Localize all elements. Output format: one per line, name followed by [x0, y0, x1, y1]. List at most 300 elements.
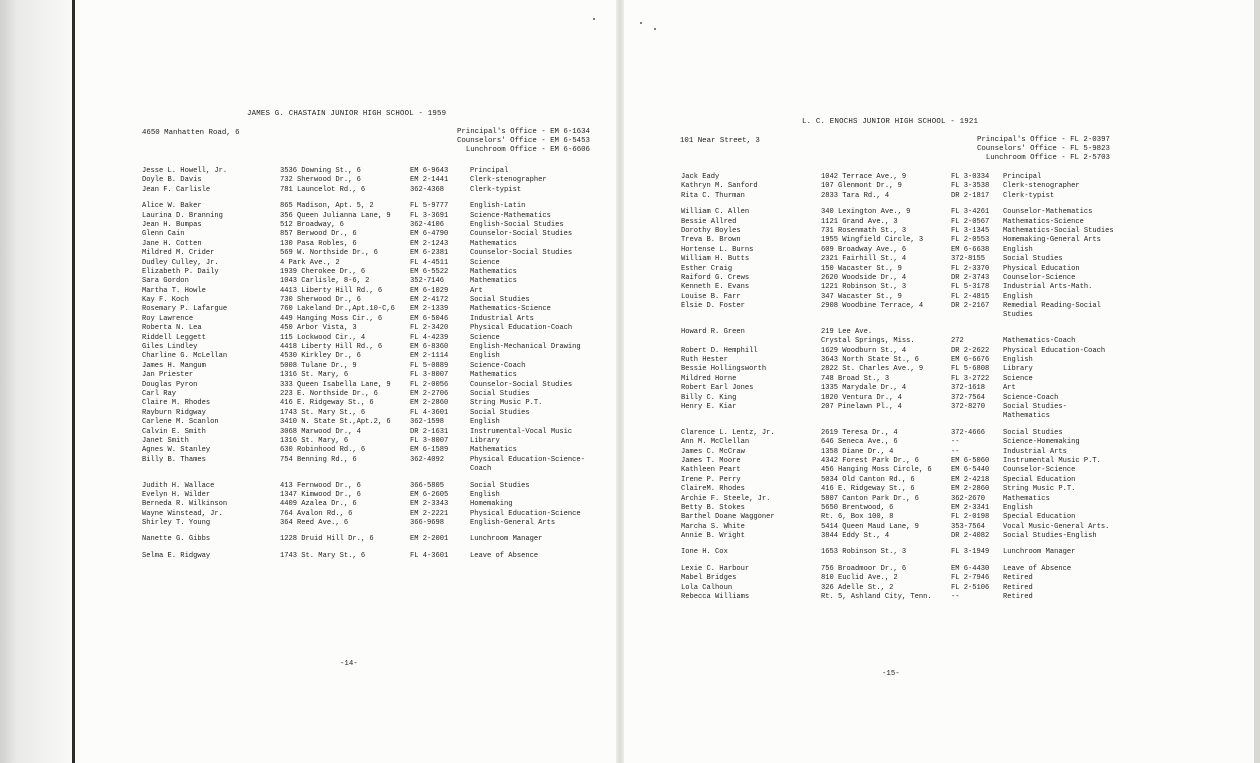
staff-phone: 352-7146 [410, 277, 445, 286]
staff-phone: FL 4-4239 [410, 333, 449, 342]
staff-assignment [470, 230, 586, 239]
staff-name: Robert Earl Jones [681, 384, 754, 393]
assignment-line: English [1003, 503, 1033, 512]
staff-address: 416 E. Ridgeway St., 6 [280, 399, 374, 408]
staff-address: 732 Sherwood Dr., 6 [280, 176, 361, 185]
staff-name: Jane H. Cotten [142, 239, 202, 248]
assignment-line: Clerk-typist [1003, 191, 1055, 200]
office-phone-line: Lunchroom Office - EM 6-6606 [465, 146, 590, 155]
staff-entry [142, 371, 612, 380]
staff-assignment [1003, 192, 1129, 201]
assignment-line: Art [470, 286, 483, 295]
staff-assignment [470, 324, 586, 333]
staff-assignment [1003, 365, 1129, 374]
staff-assignment [470, 362, 586, 371]
staff-entry [142, 315, 612, 324]
staff-address: 5807 Canton Park Dr., 6 [821, 494, 919, 503]
group-spacer [142, 475, 612, 482]
staff-assignment [470, 446, 586, 455]
assignment-line: Physical Education [1003, 264, 1080, 273]
staff-address: 326 Adelle St., 2 [821, 583, 894, 592]
staff-phone: EM 6-9643 [410, 167, 449, 175]
staff-phone: EM 2-2860 [410, 399, 449, 408]
staff-name: Roberta N. Lea [142, 324, 202, 333]
staff-phone: EM 6-6676 [951, 356, 990, 365]
staff-phone: FL 5-6808 [951, 365, 990, 374]
assignment-line: Leave of Absence [1003, 564, 1072, 573]
staff-name: Lola Calhoun [681, 583, 733, 592]
assignment-line: Instrumental-Vocal Music [470, 427, 573, 436]
staff-entry [142, 510, 612, 519]
staff-name: Sara Gordon [142, 277, 189, 286]
staff-address: 1743 St. Mary St., 6 [280, 408, 366, 417]
staff-address: 347 Wacaster St., 9 [821, 292, 902, 301]
staff-assignment [1003, 227, 1129, 236]
assignment-line: Mathematics [470, 371, 517, 380]
staff-name: Claire M. Rhodes [142, 399, 211, 408]
staff-assignment [1003, 593, 1129, 602]
staff-entry [681, 283, 1181, 292]
assignment-line: Counselor-Science [1003, 466, 1076, 475]
right-staff-directory [681, 173, 1181, 602]
staff-assignment [470, 491, 586, 500]
staff-address: 754 Benning Rd., 6 [280, 455, 357, 464]
staff-entry [142, 176, 612, 185]
staff-assignment [470, 240, 586, 249]
left-school-title: JAMES G. CHASTAIN JUNIOR HIGH SCHOOL - 1959 [247, 110, 447, 118]
staff-assignment [1003, 265, 1129, 274]
staff-address: 207 Pinelawn Pl., 4 [821, 403, 902, 411]
staff-assignment [1003, 173, 1129, 182]
staff-entry [681, 593, 1181, 602]
assignment-line: Remedial Reading-Social [1003, 302, 1101, 311]
assignment-line: Industrial Arts [470, 314, 534, 323]
staff-name: Mildred M. Crider [142, 249, 215, 258]
staff-name: Kay F. Koch [142, 296, 189, 305]
staff-name: Ann M. McClellan [681, 438, 750, 447]
staff-name: Doyle B. Davis [142, 176, 202, 185]
staff-address: 609 Broadway Ave., 6 [821, 245, 907, 254]
group-spacer [681, 422, 1181, 429]
staff-phone: EM 6-1029 [410, 286, 449, 295]
staff-assignment [470, 390, 586, 399]
staff-entry [142, 409, 612, 418]
assignment-line: Mathematics-Coach [1003, 337, 1076, 346]
staff-name: Martha T. Howle [142, 286, 206, 295]
staff-name: Esther Craig [681, 264, 733, 273]
staff-phone: EM 2-4218 [951, 475, 990, 484]
assignment-line: Mathematics-Science [470, 305, 551, 314]
staff-entry [142, 186, 612, 195]
assignment-line: English [470, 418, 500, 427]
staff-phone: FL 3-8007 [410, 371, 449, 380]
staff-entry [142, 240, 612, 249]
staff-entry [142, 428, 612, 437]
staff-assignment [470, 202, 586, 211]
staff-assignment [470, 535, 586, 544]
staff-entry [142, 362, 612, 371]
staff-name: Kathryn M. Sanford [681, 182, 758, 191]
staff-entry [142, 381, 612, 390]
staff-name: Jan Priester [142, 371, 194, 380]
staff-entry [681, 208, 1181, 217]
staff-assignment [470, 409, 586, 418]
staff-phone: EM 2-3343 [410, 500, 449, 509]
staff-phone: 366-5805 [410, 481, 445, 490]
staff-assignment [1003, 337, 1129, 346]
staff-address: 731 Rosenmath St., 3 [821, 226, 907, 235]
staff-address: 1347 Kimwood Dr., 6 [280, 490, 361, 499]
staff-entry [681, 246, 1181, 255]
staff-assignment [1003, 523, 1129, 532]
staff-address: 760 Lakeland Dr.,Apt.10-C,6 [280, 305, 395, 314]
staff-entry [681, 394, 1181, 403]
assignment-line: Art [1003, 384, 1016, 393]
staff-assignment [470, 186, 586, 195]
staff-phone: FL 3-3691 [410, 211, 449, 220]
staff-assignment [470, 456, 586, 475]
staff-phone: EM 2-2860 [951, 485, 990, 494]
staff-entry [142, 456, 612, 475]
assignment-line: English-Latin [470, 202, 526, 211]
staff-entry [142, 446, 612, 455]
staff-address: 4342 Forest Park Dr., 6 [821, 456, 919, 465]
staff-name: William H. Butts [681, 255, 750, 264]
assignment-line: Social Studies [1003, 255, 1063, 264]
staff-entry [142, 249, 612, 258]
staff-name: Dudley Culley, Jr. [142, 258, 219, 267]
staff-address: 340 Lexington Ave., 9 [821, 208, 911, 217]
assignment-line: Library [1003, 365, 1033, 374]
page-edge [1254, 0, 1260, 763]
staff-name: Howard R. Green [681, 327, 745, 336]
staff-assignment [1003, 356, 1129, 365]
staff-address: 730 Sherwood Dr., 6 [280, 296, 361, 305]
staff-phone: DR 2-2622 [951, 346, 990, 355]
staff-assignment [1003, 274, 1129, 283]
staff-entry [142, 519, 612, 528]
assignment-line: Physical Education-Coach [470, 324, 573, 333]
staff-phone: 362-4092 [410, 455, 445, 464]
staff-address: 810 Euclid Ave., 2 [821, 574, 898, 583]
staff-entry [142, 334, 612, 343]
staff-assignment [1003, 466, 1129, 475]
staff-name: Betty B. Stokes [681, 503, 745, 512]
staff-address: 1358 Diane Dr., 4 [821, 447, 894, 456]
assignment-line: Mathematics [470, 277, 517, 286]
staff-name: Rosemary P. Lafargue [142, 305, 228, 314]
staff-name: Jesse L. Howell, Jr. [142, 167, 228, 175]
staff-address: 1042 Terrace Ave., 9 [821, 173, 907, 181]
assignment-line: Science [470, 258, 500, 267]
staff-name: Annie B. Wright [681, 532, 745, 541]
staff-address: 3536 Downing St., 6 [280, 167, 361, 175]
staff-entry [681, 574, 1181, 583]
assignment-line: Mathematics-Science [1003, 217, 1084, 226]
assignment-line: Homemaking [470, 500, 513, 509]
staff-address: 646 Seneca Ave., 6 [821, 438, 898, 447]
staff-entry [142, 167, 612, 176]
staff-phone: 353-7564 [951, 522, 986, 531]
staff-address: 5650 Brentwood, 6 [821, 503, 894, 512]
office-phone-line: Principal's Office - FL 2-0397 [976, 136, 1110, 144]
staff-assignment [1003, 485, 1129, 494]
staff-assignment [470, 399, 586, 408]
assignment-line: Coach [470, 465, 492, 474]
staff-assignment [470, 259, 586, 268]
office-phone-line: Counselors' Office - EM 6-5453 [456, 137, 590, 146]
group-spacer [681, 201, 1181, 208]
staff-phone: EM 2-1114 [410, 352, 449, 361]
staff-entry [681, 347, 1181, 356]
staff-phone: FL 2-0553 [951, 236, 990, 245]
staff-address: 1939 Cherokee Dr., 6 [280, 267, 366, 276]
staff-entry [681, 504, 1181, 513]
staff-entry [142, 552, 612, 561]
staff-phone: FL 5-3178 [951, 283, 990, 292]
staff-entry [681, 403, 1181, 422]
staff-phone: EM 6-8360 [410, 343, 449, 352]
page-gutter [616, 0, 624, 763]
group-spacer [142, 528, 612, 535]
staff-entry [142, 296, 612, 305]
staff-name: Ruth Hester [681, 356, 728, 365]
staff-assignment [470, 352, 586, 361]
staff-assignment [1003, 347, 1129, 356]
staff-address: 2620 Woodside Dr., 4 [821, 273, 907, 282]
staff-name: James H. Mangum [142, 361, 206, 370]
staff-name: Rayburn Ridgway [142, 408, 206, 417]
assignment-line: Lunchroom Manager [470, 535, 543, 544]
group-spacer [142, 195, 612, 202]
assignment-line: Science-Coach [470, 361, 526, 370]
staff-entry [681, 532, 1181, 541]
staff-assignment [470, 315, 586, 324]
assignment-line: Physical Education-Science- [470, 455, 585, 464]
staff-phone: 372-1618 [951, 384, 986, 393]
staff-name: James C. McCraw [681, 447, 745, 456]
staff-entry [681, 218, 1181, 227]
staff-phone: EM 2-1441 [410, 176, 449, 185]
staff-address: 364 Reed Ave., 6 [280, 519, 349, 528]
staff-assignment [470, 500, 586, 509]
staff-phone: FL 4-3601 [410, 408, 449, 417]
staff-assignment [1003, 532, 1129, 541]
staff-assignment [1003, 476, 1129, 485]
assignment-line: Counselor-Mathematics [1003, 208, 1093, 217]
staff-phone: EM 6-5060 [951, 456, 990, 465]
staff-assignment [470, 437, 586, 446]
staff-phone: EM 2-2221 [410, 509, 449, 518]
staff-assignment [470, 510, 586, 519]
assignment-line: Mathematics [470, 267, 517, 276]
staff-phone: 366-9698 [410, 519, 445, 528]
staff-assignment [470, 418, 586, 427]
staff-address: 2822 St. Charles Ave., 9 [821, 365, 924, 374]
staff-entry [681, 173, 1181, 182]
staff-assignment [1003, 375, 1129, 384]
staff-entry [681, 192, 1181, 201]
staff-name: ClaireM. Rhodes [681, 485, 745, 494]
assignment-line: Homemaking-General Arts [1003, 236, 1101, 245]
staff-address: 1316 St. Mary, 6 [280, 436, 349, 445]
staff-phone: EM 6-1589 [410, 446, 449, 455]
assignment-line: Principal [1003, 173, 1042, 181]
staff-entry [681, 236, 1181, 245]
staff-entry [142, 399, 612, 408]
assignment-line: Mathematics [470, 239, 517, 248]
staff-assignment [1003, 429, 1129, 438]
staff-name: Carl Ray [142, 389, 177, 398]
staff-name: Charline G. McLellan [142, 352, 228, 361]
staff-phone: FL 3-3538 [951, 182, 990, 191]
staff-address: 857 Berwood Dr., 6 [280, 230, 357, 239]
left-staff-directory [142, 167, 612, 561]
assignment-line: Studies [1003, 311, 1033, 320]
staff-entry [142, 324, 612, 333]
staff-entry [681, 495, 1181, 504]
staff-address: 764 Avalon Rd., 6 [280, 509, 353, 518]
staff-name: Barthel Doane Waggoner [681, 513, 775, 522]
staff-entry [681, 476, 1181, 485]
staff-entry [142, 221, 612, 230]
right-page [624, 0, 1260, 763]
staff-phone: EM 6-4790 [410, 230, 449, 239]
staff-entry [142, 535, 612, 544]
staff-address: 1955 Wingfield Circle, 3 [821, 236, 924, 245]
staff-assignment [1003, 293, 1129, 302]
group-spacer [681, 541, 1181, 548]
staff-phone: 362-1598 [410, 418, 445, 427]
staff-phone: 362-4106 [410, 220, 445, 229]
office-phone-line: Lunchroom Office - FL 2-5703 [985, 154, 1110, 163]
staff-phone: FL 4-3601 [410, 551, 449, 560]
staff-address: 3410 N. State St.,Apt.2, 6 [280, 418, 391, 427]
staff-assignment [1003, 255, 1129, 264]
staff-address: 416 E. Ridgeway St., 6 [821, 485, 915, 494]
staff-address: 456 Hanging Moss Circle, 6 [821, 466, 932, 475]
staff-entry [681, 182, 1181, 191]
staff-phone: DR 2-3743 [951, 273, 990, 282]
staff-address: 569 W. Northside Dr., 6 [280, 249, 378, 258]
staff-phone: FL 3-1949 [951, 548, 990, 557]
assignment-line: English [1003, 356, 1033, 365]
staff-name: Ione H. Cox [681, 548, 728, 557]
staff-name: Alice W. Baker [142, 202, 202, 211]
assignment-line: Counselor-Social Studies [470, 249, 573, 258]
assignment-line: Science-Mathematics [470, 211, 551, 220]
staff-name: Glenn Cain [142, 230, 185, 239]
staff-name: Raiford G. Crews [681, 273, 750, 282]
assignment-line: Social Studies [470, 481, 530, 490]
staff-assignment [1003, 182, 1129, 191]
assignment-line: English [1003, 245, 1033, 254]
staff-phone: 272 [951, 337, 964, 346]
left-school-address: 4650 Manhatten Road, 6 [142, 129, 240, 137]
left-office-phones [457, 128, 590, 156]
staff-entry [142, 287, 612, 296]
assignment-line: Library [470, 436, 500, 445]
staff-name: Archie F. Steele, Jr. [681, 494, 771, 503]
assignment-line: Clerk-typist [470, 185, 522, 194]
assignment-line: Science [1003, 374, 1033, 383]
staff-address: 2321 Fairhill St., 4 [821, 255, 907, 264]
staff-name: Kathleen Peart [681, 466, 741, 475]
staff-address: 4530 Kirkley Dr., 6 [280, 352, 361, 361]
staff-name: James T. Moore [681, 456, 741, 465]
staff-assignment [1003, 302, 1129, 321]
right-school-address: 101 Near Street, 3 [680, 137, 760, 145]
assignment-line: Retired [1003, 583, 1033, 592]
staff-address: 4409 Azalea Dr., 6 [280, 500, 357, 509]
assignment-line: Industrial Arts-Math. [1003, 283, 1093, 292]
staff-entry [681, 302, 1181, 321]
staff-assignment [1003, 438, 1129, 447]
staff-name: Shirley T. Young [142, 519, 211, 528]
assignment-line: Social Studies [470, 389, 530, 398]
staff-entry [681, 584, 1181, 593]
staff-address: 4 Park Ave., 2 [280, 258, 340, 267]
staff-address: Crystal Springs, Miss. [821, 337, 915, 346]
assignment-line: Principal [470, 167, 509, 175]
staff-phone: EM 6-4430 [951, 564, 990, 573]
staff-assignment [1003, 495, 1129, 504]
staff-assignment [470, 167, 586, 176]
staff-phone: FL 5-9777 [410, 202, 449, 211]
assignment-line: Leave of Absence [470, 551, 539, 560]
group-spacer [681, 558, 1181, 565]
staff-name: Roy Lawrence [142, 314, 194, 323]
staff-assignment [1003, 283, 1129, 292]
staff-phone: 362-4368 [410, 185, 445, 194]
assignment-line: Vocal Music-General Arts. [1003, 522, 1110, 531]
staff-address: 1820 Ventura Dr., 4 [821, 393, 902, 402]
staff-address: 756 Broadmoor Dr., 6 [821, 564, 907, 573]
staff-name: Henry E. Kiar [681, 403, 737, 411]
staff-address: Rt. 6, Box 100, 8 [821, 513, 894, 522]
staff-entry [681, 375, 1181, 384]
staff-phone: EM 2-2706 [410, 389, 449, 398]
staff-name: Laurina D. Branning [142, 211, 223, 220]
staff-phone: DR 2-4082 [951, 532, 990, 541]
assignment-line: Science-Coach [1003, 393, 1059, 402]
staff-name: Nanette G. Gibbs [142, 535, 211, 544]
staff-assignment [470, 249, 586, 258]
staff-phone: FL 3-2722 [951, 374, 990, 383]
staff-name: Jean H. Bumpas [142, 220, 202, 229]
staff-phone: EM 2-4172 [410, 296, 449, 305]
group-spacer [142, 545, 612, 552]
staff-address: 1221 Robinson St., 3 [821, 283, 907, 292]
staff-address: 219 Lee Ave. [821, 327, 873, 336]
assignment-line: Social Studies- [1003, 403, 1067, 411]
staff-address: 115 Lockwood Cir., 4 [280, 333, 366, 342]
staff-name: Billy B. Thames [142, 455, 206, 464]
staff-assignment [1003, 548, 1129, 557]
staff-phone: EM 6-5522 [410, 267, 449, 276]
staff-name: Rita C. Thurman [681, 191, 745, 200]
staff-address: 223 E. Northside Dr., 6 [280, 389, 378, 398]
staff-phone: 372-8270 [951, 403, 986, 411]
staff-assignment [1003, 403, 1129, 422]
staff-entry [681, 328, 1181, 337]
staff-entry [142, 305, 612, 314]
staff-entry [142, 491, 612, 500]
staff-entry [681, 513, 1181, 522]
staff-phone: FL 3-8007 [410, 436, 449, 445]
staff-address: 3068 Marwood Dr., 4 [280, 427, 361, 436]
staff-phone: -- [951, 447, 960, 456]
